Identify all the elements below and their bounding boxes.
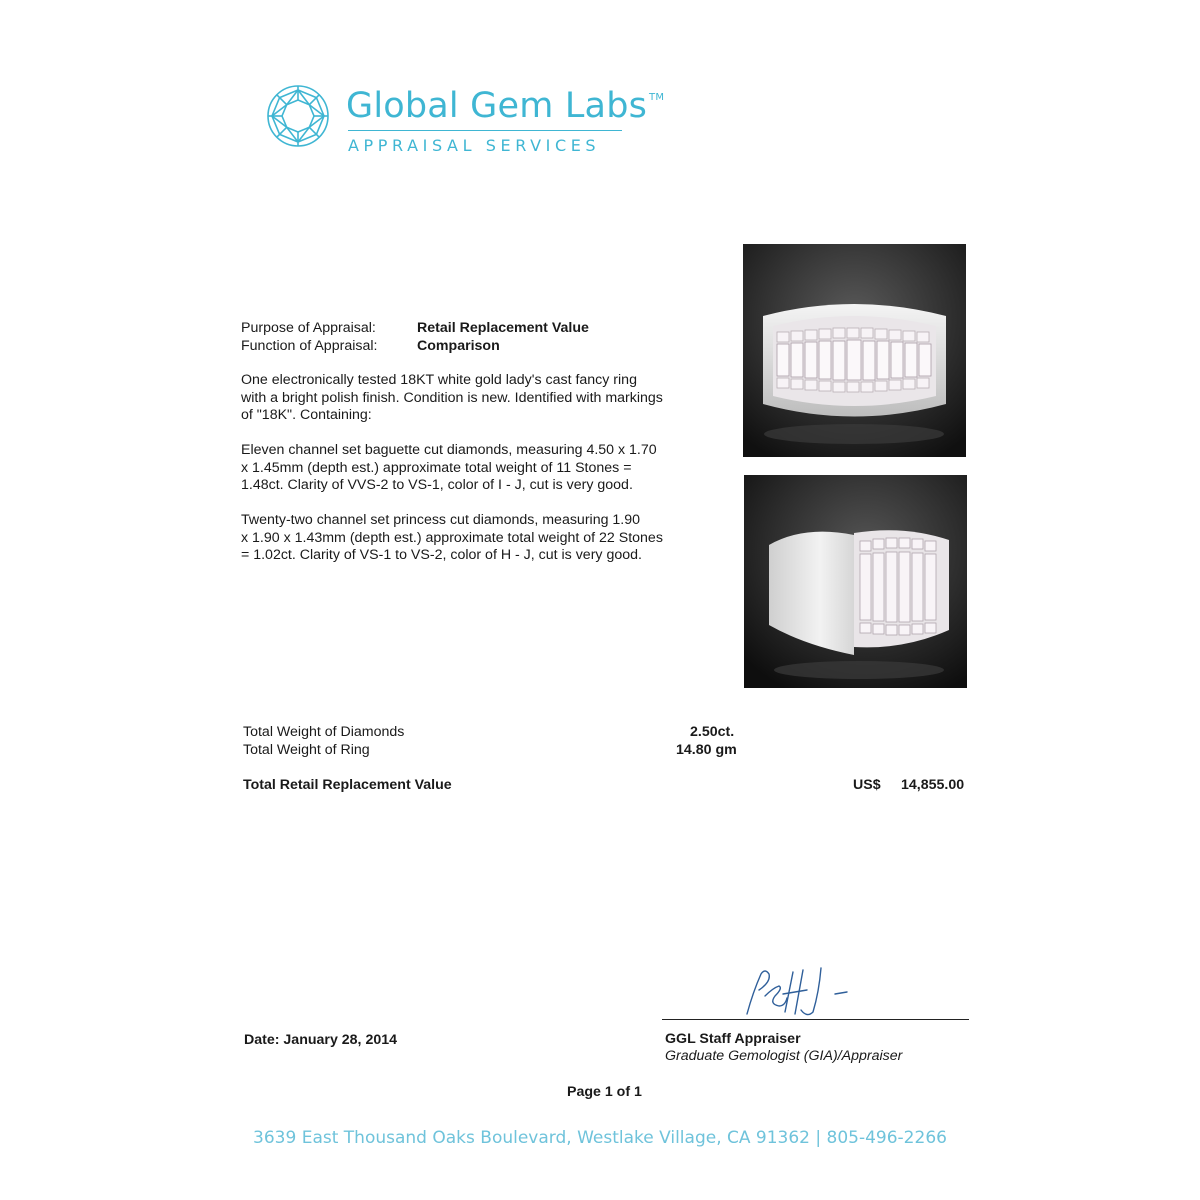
total-value: 14,855.00 (901, 777, 965, 793)
signature-image (735, 962, 865, 1022)
footer-address: 3639 East Thousand Oaks Boulevard, Westlake Village, CA 91362 | 805-496-2266 (253, 1128, 947, 1148)
intro-paragraph (241, 372, 711, 425)
baguette-line: x 1.45mm (depth est.) approximate total weight of 11 Stones = (241, 459, 632, 476)
page-number: Page 1 of 1 (567, 1084, 642, 1100)
purpose-value: Retail Replacement Value (417, 320, 589, 336)
appraisal-date: Date: January 28, 2014 (244, 1032, 398, 1048)
princess-line: = 1.02ct. Clarity of VS-1 to VS-2, color of H - J, cut is very good. (241, 547, 642, 563)
intro-line: of "18K". Containing: (241, 407, 372, 423)
currency: US$ (853, 777, 881, 793)
total-value-label: Total Retail Replacement Value (243, 777, 452, 793)
ring-side-image (744, 475, 967, 688)
diamonds-weight-label: Total Weight of Diamonds (243, 724, 405, 740)
round-brilliant-diamond-icon (266, 84, 330, 148)
intro-line: One electronically tested 18KT white gold lady's cast fancy ring (241, 372, 637, 388)
princess-line: x 1.90 x 1.43mm (depth est.) approximate total weight of 22 Stones (241, 529, 663, 546)
intro-line: with a bright polish finish. Condition is new. Identified with markings (241, 389, 663, 406)
princess-paragraph (241, 512, 711, 565)
purpose-label: Purpose of Appraisal: (241, 320, 376, 336)
logo (266, 84, 666, 164)
brand-divider (348, 130, 622, 131)
baguette-paragraph (241, 442, 711, 495)
diamonds-weight-value: 2.50ct. (690, 724, 735, 740)
signer-name: GGL Staff Appraiser (665, 1031, 801, 1047)
trademark: TM (649, 92, 665, 103)
function-label: Function of Appraisal: (241, 338, 378, 354)
function-value: Comparison (417, 338, 500, 354)
ring-weight-value: 14.80 gm (676, 742, 737, 758)
princess-line: Twenty-two channel set princess cut diamonds, measuring 1.90 (241, 512, 641, 528)
ring-side-photo (744, 475, 967, 688)
signer-title: Graduate Gemologist (GIA)/Appraiser (665, 1048, 903, 1064)
brand-name: Global Gem Labs ™ (346, 86, 665, 126)
tagline: APPRAISAL SERVICES (348, 136, 601, 155)
baguette-line: 1.48ct. Clarity of VVS-2 to VS-1, color of I - J, cut is very good. (241, 477, 633, 493)
ring-weight-label: Total Weight of Ring (243, 742, 370, 758)
ring-front-photo (743, 244, 966, 457)
signature-line (662, 1019, 969, 1020)
baguette-line: Eleven channel set baguette cut diamonds, measuring 4.50 x 1.70 (241, 442, 657, 458)
ring-front-image (743, 244, 966, 457)
